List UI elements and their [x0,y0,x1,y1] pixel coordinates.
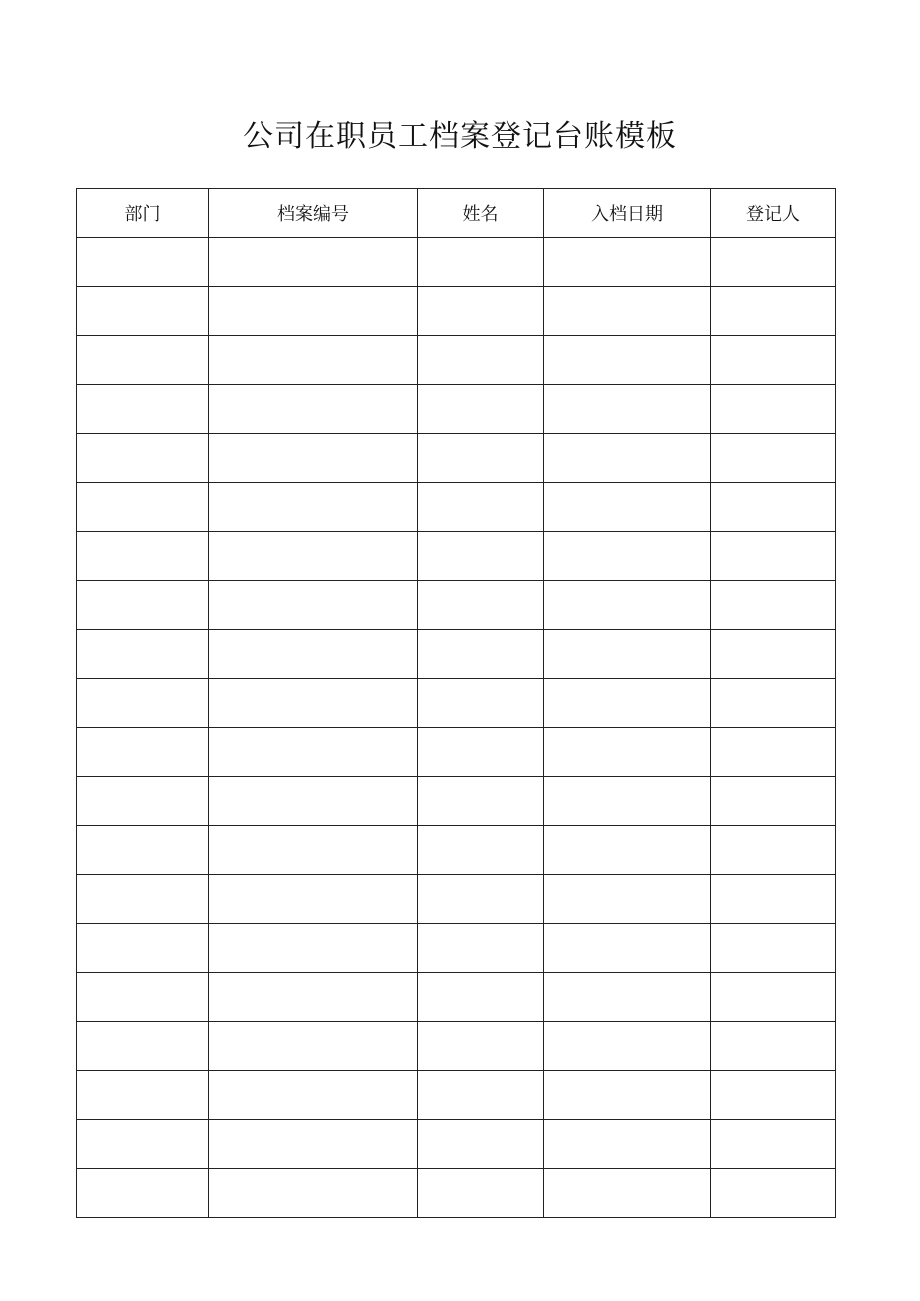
cell-filing-date[interactable] [544,1071,711,1120]
cell-registrar[interactable] [711,777,836,826]
cell-filing-date[interactable] [544,287,711,336]
cell-filing-date[interactable] [544,924,711,973]
cell-department[interactable] [77,875,209,924]
cell-name[interactable] [418,728,544,777]
table-row [77,483,836,532]
cell-department[interactable] [77,434,209,483]
header-filing-date: 入档日期 [544,189,711,238]
cell-filing-date[interactable] [544,434,711,483]
table-row [77,532,836,581]
cell-file-number[interactable] [209,1071,418,1120]
cell-filing-date[interactable] [544,679,711,728]
cell-filing-date[interactable] [544,581,711,630]
cell-registrar[interactable] [711,385,836,434]
cell-registrar[interactable] [711,1071,836,1120]
cell-name[interactable] [418,238,544,287]
cell-department[interactable] [77,336,209,385]
cell-filing-date[interactable] [544,1120,711,1169]
cell-name[interactable] [418,1120,544,1169]
cell-name[interactable] [418,1022,544,1071]
cell-name[interactable] [418,777,544,826]
cell-file-number[interactable] [209,483,418,532]
cell-filing-date[interactable] [544,826,711,875]
cell-file-number[interactable] [209,581,418,630]
cell-name[interactable] [418,924,544,973]
table-row [77,875,836,924]
table-row [77,287,836,336]
cell-registrar[interactable] [711,532,836,581]
page-title: 公司在职员工档案登记台账模板 [243,119,677,154]
ledger-body [77,238,836,1218]
cell-file-number[interactable] [209,777,418,826]
cell-department[interactable] [77,924,209,973]
cell-filing-date[interactable] [544,630,711,679]
table-row [77,630,836,679]
cell-registrar[interactable] [711,679,836,728]
cell-name[interactable] [418,1071,544,1120]
cell-department[interactable] [77,1169,209,1218]
cell-filing-date[interactable] [544,1169,711,1218]
cell-name[interactable] [418,679,544,728]
table-row [77,826,836,875]
table-row [77,777,836,826]
cell-file-number[interactable] [209,532,418,581]
cell-filing-date[interactable] [544,973,711,1022]
cell-department[interactable] [77,287,209,336]
cell-department[interactable] [77,973,209,1022]
cell-department[interactable] [77,1022,209,1071]
cell-name[interactable] [418,532,544,581]
cell-filing-date[interactable] [544,1022,711,1071]
table-row [77,1120,836,1169]
cell-file-number[interactable] [209,1022,418,1071]
cell-file-number[interactable] [209,385,418,434]
cell-registrar[interactable] [711,728,836,777]
header-name: 姓名 [418,189,544,238]
cell-name[interactable] [418,581,544,630]
table-row [77,336,836,385]
table-row [77,728,836,777]
table-row [77,581,836,630]
cell-filing-date[interactable] [544,728,711,777]
cell-registrar[interactable] [711,287,836,336]
cell-department[interactable] [77,826,209,875]
cell-file-number[interactable] [209,973,418,1022]
cell-department[interactable] [77,385,209,434]
cell-department[interactable] [77,532,209,581]
cell-filing-date[interactable] [544,336,711,385]
cell-department[interactable] [77,630,209,679]
cell-file-number[interactable] [209,826,418,875]
cell-name[interactable] [418,630,544,679]
cell-registrar[interactable] [711,973,836,1022]
cell-department[interactable] [77,238,209,287]
cell-name[interactable] [418,385,544,434]
cell-registrar[interactable] [711,630,836,679]
cell-file-number[interactable] [209,875,418,924]
cell-registrar[interactable] [711,238,836,287]
cell-registrar[interactable] [711,581,836,630]
table-row [77,973,836,1022]
cell-filing-date[interactable] [544,238,711,287]
cell-filing-date[interactable] [544,875,711,924]
cell-department[interactable] [77,1120,209,1169]
cell-department[interactable] [77,1071,209,1120]
cell-file-number[interactable] [209,336,418,385]
table-row [77,924,836,973]
cell-registrar[interactable] [711,1022,836,1071]
cell-file-number[interactable] [209,924,418,973]
cell-file-number[interactable] [209,434,418,483]
cell-file-number[interactable] [209,238,418,287]
cell-department[interactable] [77,777,209,826]
cell-filing-date[interactable] [544,532,711,581]
header-row [77,189,836,238]
cell-registrar[interactable] [711,1120,836,1169]
cell-name[interactable] [418,336,544,385]
cell-registrar[interactable] [711,1169,836,1218]
table-row [77,1169,836,1218]
table-row [77,434,836,483]
cell-filing-date[interactable] [544,483,711,532]
ledger-table [76,188,836,1218]
cell-name[interactable] [418,434,544,483]
header-department: 部门 [77,189,209,238]
table-row [77,679,836,728]
cell-registrar[interactable] [711,924,836,973]
cell-file-number[interactable] [209,728,418,777]
cell-file-number[interactable] [209,679,418,728]
cell-name[interactable] [418,483,544,532]
cell-filing-date[interactable] [544,385,711,434]
cell-registrar[interactable] [711,826,836,875]
table-row [77,238,836,287]
cell-name[interactable] [418,287,544,336]
table-row [77,1071,836,1120]
cell-registrar[interactable] [711,434,836,483]
cell-department[interactable] [77,679,209,728]
cell-file-number[interactable] [209,1169,418,1218]
cell-department[interactable] [77,483,209,532]
header-file-number: 档案编号 [209,189,418,238]
cell-file-number[interactable] [209,1120,418,1169]
cell-name[interactable] [418,875,544,924]
cell-name[interactable] [418,1169,544,1218]
cell-name[interactable] [418,826,544,875]
cell-name[interactable] [418,973,544,1022]
cell-file-number[interactable] [209,630,418,679]
cell-filing-date[interactable] [544,777,711,826]
table-row [77,1022,836,1071]
cell-department[interactable] [77,728,209,777]
header-registrar: 登记人 [711,189,836,238]
cell-registrar[interactable] [711,483,836,532]
cell-department[interactable] [77,581,209,630]
cell-registrar[interactable] [711,875,836,924]
table-row [77,385,836,434]
cell-registrar[interactable] [711,336,836,385]
cell-file-number[interactable] [209,287,418,336]
